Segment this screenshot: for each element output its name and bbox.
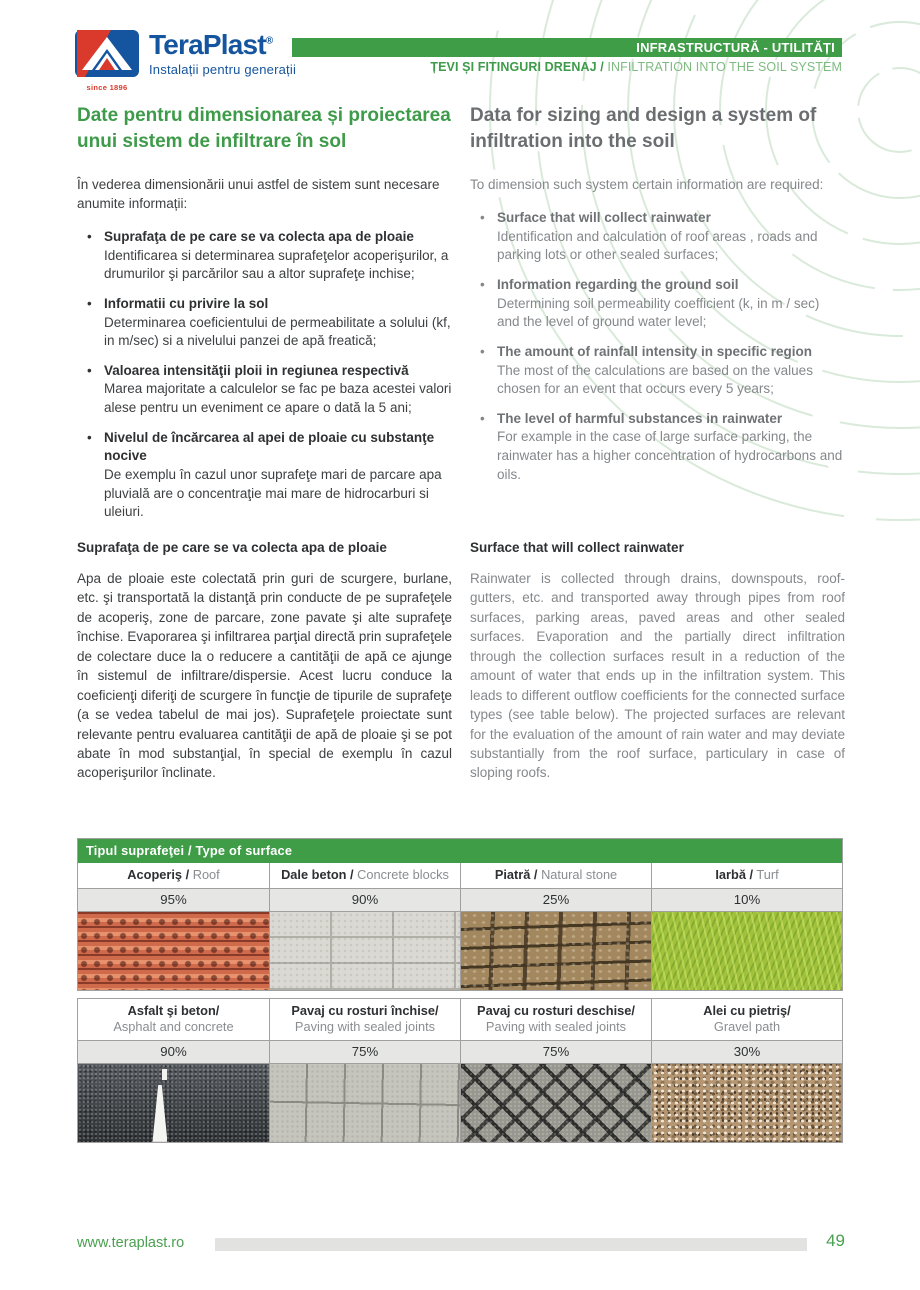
- surface-name-cell: Acoperiş / Roof: [78, 863, 269, 888]
- surface-table-1: [77, 838, 843, 991]
- surface-name-cell: Alei cu pietriş/ Gravel path: [651, 999, 842, 1040]
- list-item: • Surface that will collect rainwater Identification and calculation of roof areas , roads and parking lots or other sealed surfaces;: [470, 209, 845, 265]
- list-item: • Valoarea intensităţii ploii in regiunea respectivă Marea majoritate a calculelor se fac pe baza acestei valori alese pentru un eveniment ce apare o dată la 5 ani;: [77, 362, 452, 418]
- coefficient-value: 75%: [269, 1040, 460, 1064]
- list-item: • The level of harmful substances in rainwater For example in the case of large surface parking, the rainwater has a higher concentration of hydrocarbons and oils.: [470, 410, 845, 485]
- surface-name-cell: Pavaj cu rosturi deschise/ Paving with sealed joints: [460, 999, 651, 1040]
- page-title-en: Data for sizing and design a system of infiltration into the soil: [470, 105, 817, 152]
- natural-stone-photo: [460, 912, 651, 990]
- turf-photo: [651, 912, 842, 990]
- coefficient-value: 10%: [651, 888, 842, 912]
- logo-since-label: since 1896: [86, 83, 128, 92]
- requirements-list-ro: [77, 228, 452, 522]
- coefficient-value: 25%: [460, 888, 651, 912]
- list-item: • Information regarding the ground soil Determining soil permeability coefficient (k, in m / sec) and the level of ground water level;: [470, 276, 845, 332]
- surface-name-cell: Iarbă / Turf: [651, 863, 842, 888]
- section-heading-en: Surface that will collect rainwater: [470, 540, 684, 555]
- coefficient-value: 30%: [651, 1040, 842, 1064]
- surface-name-row: [78, 863, 842, 888]
- requirements-list-en: [470, 209, 845, 484]
- page-number: 49: [826, 1231, 845, 1250]
- list-item: • Informatii cu privire la sol Determinarea coeficientului de permeabilitate a solului (kf, in m/sec) si a nivelului panzei de apă freatică;: [77, 295, 452, 351]
- teraplast-logo: [75, 30, 296, 92]
- surface-table-title: Tipul suprafeţei / Type of surface: [78, 839, 842, 863]
- list-item: • The amount of rainfall intensity in specific region The most of the calculations are based on the values chosen for an event that occurs every 5 years;: [470, 343, 845, 399]
- list-item: • Nivelul de încărcarea al apei de ploaie cu substanţe nocive De exemplu în cazul unor suprafeţe mari de parcare apa pluvială are o concentraţie mai mare de hidrocarburi si uleiuri.: [77, 429, 452, 522]
- breadcrumb-ro: ȚEVI ȘI FITINGURI DRENAJ /: [430, 60, 608, 74]
- website-link[interactable]: www.teraplast.ro: [77, 1235, 185, 1251]
- coefficient-value: 90%: [78, 1040, 269, 1064]
- brand-tagline: Instalații pentru generații: [149, 62, 297, 77]
- coefficient-value: 75%: [460, 1040, 651, 1064]
- registered-mark-icon: ®: [265, 35, 273, 47]
- teraplast-logo-icon: [75, 30, 139, 92]
- asphalt-photo: [78, 1064, 269, 1142]
- surface-coefficient-tables: [77, 838, 843, 1143]
- surface-name-cell: Pavaj cu rosturi închise/ Paving with sealed joints: [269, 999, 460, 1040]
- coefficient-row: [78, 1040, 842, 1064]
- surface-name-row: [78, 999, 842, 1040]
- section-heading-ro: Suprafaţa de pe care se va colecta apa de ploaie: [77, 540, 387, 555]
- intro-columns: [77, 103, 845, 533]
- surface-section-en: [470, 540, 845, 783]
- list-item: • Suprafaţa de pe care se va colecta apa de ploaie Identificarea si determinarea suprafeţelor acoperişurilor, a drumurilor şi parcărilor sau a altor suprafeţe inchise;: [77, 228, 452, 284]
- intro-lead-ro: În vederea dimensionării unui astfel de sistem sunt necesare anumite informații:: [77, 177, 440, 212]
- coefficient-row: [78, 888, 842, 912]
- roof-tiles-photo: [78, 912, 269, 990]
- footer-divider-bar: [215, 1238, 807, 1251]
- intro-column-en: [470, 103, 845, 533]
- surface-photo-row: [78, 1064, 842, 1142]
- paving-sealed-joints-photo: [269, 1064, 460, 1142]
- surface-name-cell: Asfalt şi beton/ Asphalt and concrete: [78, 999, 269, 1040]
- concrete-blocks-photo: [269, 912, 460, 990]
- category-badge: INFRASTRUCTURĂ - UTILITĂȚI: [292, 38, 842, 57]
- surface-table-2: [77, 998, 843, 1143]
- page-title-ro: Date pentru dimensionarea și proiectarea unui sistem de infiltrare în sol: [77, 105, 451, 152]
- coefficient-value: 90%: [269, 888, 460, 912]
- surface-photo-row: [78, 912, 842, 990]
- section-body-en: Rainwater is collected through drains, downspouts, roof-gutters, etc. and transported away through pipes from roof surfaces, parking areas, paved areas and other sealed surfaces. Evaporation and the partially direct infiltration through the collection surfaces result in a reduction of the amount of water that ends up in the infiltration system. This leads to different outflow coefficients for the connected surface types (see table below). The projected surfaces are relevant for the evaluation of the amount of rain water and may deviate substantially from the roof surface, particulary in case of sloping roofs.: [470, 571, 845, 781]
- coefficient-value: 95%: [78, 888, 269, 912]
- brand-name: TeraPlast®: [149, 29, 273, 60]
- surface-name-cell: Piatră / Natural stone: [460, 863, 651, 888]
- intro-column-ro: [77, 103, 452, 533]
- paving-open-joints-photo: [460, 1064, 651, 1142]
- section-body-ro: Apa de ploaie este colectată prin guri de scurgere, burlane, etc. şi transportată la distanţă prin conducte de pe suprafeţele de acoperiş, zone de parcare, zone pavate şi alte suprafeţe închise. Evaporarea şi infiltrarea parţial directă prin suprafeţele de colectare duce la o reducere a cantităţii de apă ce ajunge în sistemul de infiltrare/dispersie. Acest lucru conduce la coeficienţi diferiţi de scurgere în funcţie de tipurile de suprafeţe (a se vedea tabelul de mai jos). Suprafeţele proiectate sunt relevante pentru evaluarea cantităţii de apă de ploaie şi se pot abate în mod substanţial, în special de exemplu în cazul acoperişurilor înclinate.: [77, 571, 452, 781]
- breadcrumb-en: INFILTRATION INTO THE SOIL SYSTEM: [607, 60, 842, 74]
- gravel-path-photo: [651, 1064, 842, 1142]
- surface-section-ro: [77, 540, 452, 783]
- intro-lead-en: To dimension such system certain information are required:: [470, 177, 824, 193]
- breadcrumb: [292, 60, 842, 74]
- surface-section-columns: [77, 540, 845, 783]
- surface-name-cell: Dale beton / Concrete blocks: [269, 863, 460, 888]
